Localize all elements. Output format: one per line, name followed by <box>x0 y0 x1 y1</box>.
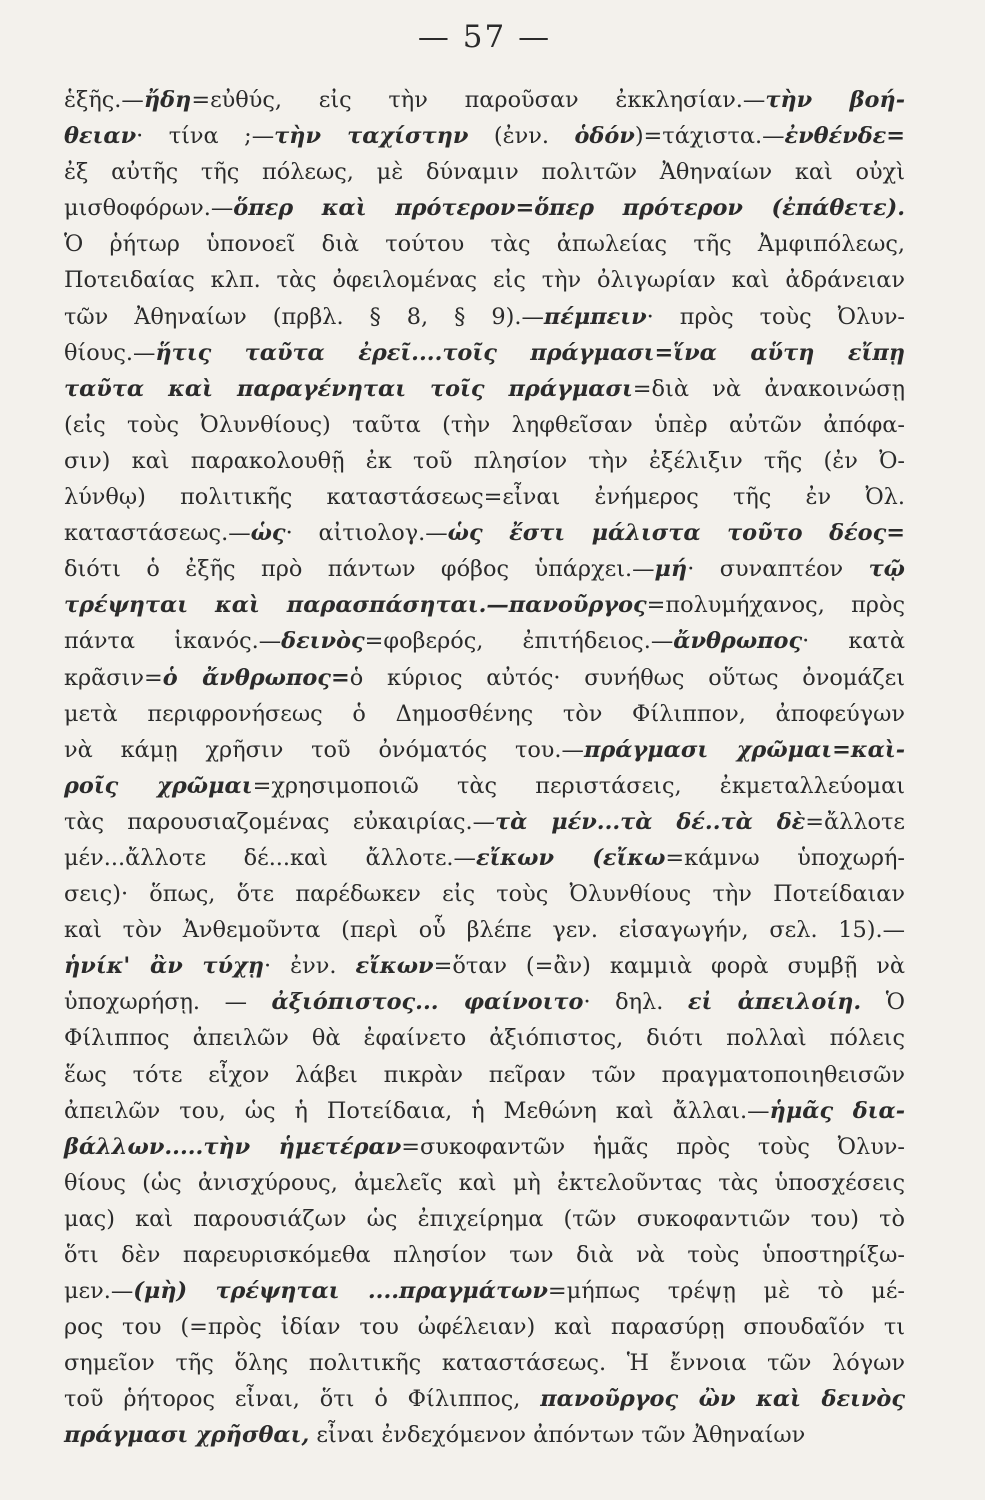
text-line <box>64 1093 905 1129</box>
gloss-text: πάντα ἱκανός.— <box>64 628 282 655</box>
gloss-text: ὅτι δὲν παρευρισκόμεθα πλησίον των διὰ νὰ τοὺς ὑποστηρίξω- <box>64 1242 905 1268</box>
lemma-text: τὰ μέν...τὰ δέ..τὰ δὲ <box>495 808 806 835</box>
lemma-text: πέμπειν <box>543 303 647 330</box>
gloss-text: Ὁ ῥήτωρ ὑπονοεῖ διὰ τούτου τὰς ἀπωλείας τῆς Ἀμφιπόλεως, <box>64 231 905 258</box>
lemma-text: εἰ ἀπειλοίη. <box>687 989 862 1016</box>
gloss-text: (ἐνν. <box>468 123 575 150</box>
lemma-text: τῷ <box>868 556 905 583</box>
text-line <box>64 407 905 443</box>
lemma-text: ὅπερ καὶ πρότερον=ὅπερ πρότερον (ἐπάθετε). <box>233 195 905 222</box>
gloss-text: θίους.— <box>64 339 156 366</box>
gloss-text: =διὰ νὰ ἀνακοινώσῃ <box>632 375 905 402</box>
lemma-text: πράγμασι χρῆσθαι, <box>64 1422 310 1449</box>
gloss-text: · τίνα ;— <box>136 123 275 150</box>
gloss-text: =ἄλλοτε <box>805 808 905 835</box>
text-line <box>64 804 905 840</box>
commentary-text <box>64 82 905 1454</box>
lemma-text: πανοῦργος ὢν καὶ δεινὸς <box>540 1386 905 1413</box>
text-line <box>64 154 905 190</box>
gloss-text: · ἐνν. <box>264 953 356 980</box>
gloss-text: =πολυμήχανος, πρὸς <box>646 592 905 619</box>
text-line <box>64 1417 905 1453</box>
lemma-text: ὡς <box>250 520 286 547</box>
lemma-text: ἡνίκ' ἂν τύχῃ <box>64 953 265 980</box>
text-line <box>64 1201 905 1237</box>
gloss-text: · συναπτέον <box>687 556 869 583</box>
page-number: — 57 — <box>417 19 552 55</box>
text-line <box>64 732 905 768</box>
text-line <box>64 696 905 732</box>
text-line <box>64 1309 905 1345</box>
gloss-text: μισθοφόρων.— <box>64 195 234 222</box>
gloss-text: νὰ κάμῃ χρῆσιν τοῦ ὀνόματός του.— <box>64 736 584 763</box>
text-line <box>64 335 905 371</box>
lemma-text: τὴν βοή- <box>765 87 905 113</box>
gloss-text: =μήπως τρέψῃ μὲ τὸ μέ- <box>547 1278 905 1305</box>
lemma-text: ἀξιόπιστος... φαίνοιτο <box>271 989 584 1016</box>
lemma-text: (μὴ) τρέψηται ....πραγμάτων <box>133 1278 548 1305</box>
lemma-text: ὁδόν <box>574 123 635 150</box>
text-line <box>64 840 905 876</box>
text-line <box>64 876 905 912</box>
text-line <box>64 118 905 154</box>
gloss-text: Ὁ <box>861 989 905 1016</box>
lemma-text: ἐνθένδε= <box>784 123 906 150</box>
text-line <box>64 1129 905 1165</box>
text-line <box>64 551 905 587</box>
gloss-text: ἐξ αὐτῆς τῆς πόλεως, μὲ δύναμιν πολιτῶν Ἀθηναίων καὶ οὐχὶ <box>64 159 905 186</box>
gloss-text: · κατὰ <box>802 628 905 655</box>
text-line <box>64 299 905 335</box>
lemma-text: θειαν <box>64 123 137 150</box>
gloss-text: =χρησιμοποιῶ τὰς περιστάσεις, ἐκμεταλλεύομαι <box>252 772 905 799</box>
gloss-text: λύνθῳ) πολιτικῆς καταστάσεως=εἶναι ἐνήμερος τῆς ἐν Ὀλ. <box>64 484 905 511</box>
gloss-text: μας) καὶ παρουσιάζων ὡς ἐπιχείρημα (τῶν συκοφαντιῶν του) τὸ <box>64 1205 905 1232</box>
lemma-text: βάλλων.....τὴν ἡμετέραν <box>64 1133 402 1160</box>
text-line <box>64 226 905 262</box>
gloss-text: (εἰς τοὺς Ὀλυνθίους) ταῦτα (τὴν ληφθεῖσαν ὑπὲρ αὐτῶν ἀπόφα- <box>64 411 905 438</box>
text-line <box>64 262 905 298</box>
text-line <box>64 1381 905 1417</box>
text-line <box>64 1237 905 1273</box>
lemma-text: πράγμασι χρῶμαι=καὶ- <box>583 736 905 763</box>
gloss-text: ἀπειλῶν του, ὡς ἡ Ποτείδαια, ἡ Μεθώνη καὶ ἄλλαι.— <box>64 1097 770 1124</box>
lemma-text: ροῖς χρῶμαι <box>64 772 253 799</box>
gloss-text: · πρὸς τοὺς Ὀλυν- <box>646 303 905 330</box>
gloss-text: · αἰτιολογ.— <box>285 520 448 547</box>
lemma-text: ἡμᾶς δια- <box>769 1097 905 1124</box>
gloss-text: Ποτειδαίας κλπ. τὰς ὀφειλομένας εἰς τὴν ὀλιγωρίαν καὶ ἀδράνειαν <box>64 267 905 294</box>
gloss-text: =εὐθύς, εἰς τὴν παροῦσαν ἐκκλησίαν.— <box>191 87 766 113</box>
gloss-text: ρος του (=πρὸς ἰδίαν του ὠφέλειαν) καὶ παρασύρῃ σπουδαῖόν τι <box>64 1314 905 1341</box>
lemma-text: τρέψηται καὶ παρασπάσηται.—πανοῦργος <box>64 592 647 619</box>
text-line <box>64 768 905 804</box>
text-line <box>64 587 905 623</box>
text-line <box>64 1165 905 1201</box>
text-line <box>64 948 905 984</box>
gloss-text: τὰς παρουσιαζομένας εὐκαιρίας.— <box>64 808 496 835</box>
text-line <box>64 443 905 479</box>
gloss-text: μεν.— <box>64 1278 134 1305</box>
gloss-text: καὶ τὸν Ἀνθεμοῦντα (περὶ οὗ βλέπε γεν. εἰσαγωγήν, σελ. 15).— <box>64 917 905 944</box>
gloss-text: Φίλιππος ἀπειλῶν θὰ ἐφαίνετο ἀξιόπιστος, διότι πολλαὶ πόλεις <box>64 1025 905 1052</box>
lemma-text: ὡς ἔστι μάλιστα τοῦτο δέος= <box>447 520 905 547</box>
gloss-text: σεις)· ὅπως, ὅτε παρέδωκεν εἰς τοὺς Ὀλυνθίους τὴν Ποτείδαιαν <box>64 881 905 908</box>
gloss-text: =ὅταν (=ἂν) καμμιὰ φορὰ συμβῇ νὰ <box>433 953 905 980</box>
text-line <box>64 984 905 1020</box>
gloss-text: ἑξῆς.— <box>64 87 144 113</box>
gloss-text: θίους (ὡς ἀνισχύρους, ἀμελεῖς καὶ μὴ ἐκτελοῦντας τὰς ὑποσχέσεις <box>64 1169 905 1196</box>
gloss-text: κρᾶσιν= <box>64 664 163 691</box>
lemma-text: εἴκων <box>355 953 434 980</box>
lemma-text: δεινὸς <box>281 628 365 655</box>
lemma-text: ὁ ἄνθρωπος= <box>162 664 350 691</box>
gloss-text: τῶν Ἀθηναίων (πρβλ. § 8, § 9).— <box>64 303 544 330</box>
lemma-text: τὴν ταχίστην <box>274 123 469 150</box>
gloss-text: εἶναι ἐνδεχόμενον ἀπόντων τῶν Ἀθηναίων <box>309 1422 806 1449</box>
text-line <box>64 190 905 226</box>
text-line <box>64 1020 905 1056</box>
gloss-text: =φοβερός, ἐπιτήδειος.— <box>364 628 674 655</box>
lemma-text: ἥτις ταῦτα ἐρεῖ....τοῖς πράγμασι=ἵνα αὕτη εἴπῃ <box>155 339 905 366</box>
gloss-text: =συκοφαντῶν ἡμᾶς πρὸς τοὺς Ὀλυν- <box>401 1133 905 1160</box>
gloss-text: διότι ὁ ἐξῆς πρὸ πάντων φόβος ὑπάρχει.— <box>64 556 655 583</box>
gloss-text: )=τάχιστα.— <box>634 123 785 150</box>
text-line <box>64 479 905 515</box>
gloss-text: ὁ κύριος αὐτός· συνήθως οὕτως ὀνομάζει <box>349 664 905 691</box>
lemma-text: εἴκων (εἴκω <box>475 844 666 871</box>
gloss-text: καταστάσεως.— <box>64 520 251 547</box>
gloss-text: ἕως τότε εἶχον λάβει πικρὰν πεῖραν τῶν πραγματοποιηθεισῶν <box>64 1061 905 1088</box>
text-line <box>64 1057 905 1093</box>
text-line <box>64 1273 905 1309</box>
text-line <box>64 82 905 118</box>
lemma-text: ταῦτα καὶ παραγένηται τοῖς πράγμασι <box>64 375 633 402</box>
gloss-text: σιν) καὶ παρακολουθῇ ἐκ τοῦ πλησίον τὴν ἐξέλιξιν τῆς (ἐν Ὀ- <box>64 447 905 474</box>
lemma-text: μή <box>654 556 688 583</box>
gloss-text: · δηλ. <box>583 989 688 1016</box>
gloss-text: =κάμνω ὑποχωρή- <box>665 844 905 871</box>
lemma-text: ἄνθρωπος <box>673 628 803 655</box>
text-line <box>64 660 905 696</box>
text-line <box>64 1345 905 1381</box>
gloss-text: τοῦ ῥήτορος εἶναι, ὅτι ὁ Φίλιππος, <box>64 1386 541 1413</box>
gloss-text: ὑποχωρήσῃ. — <box>64 989 272 1016</box>
lemma-text: ἤδη <box>143 87 192 113</box>
gloss-text: σημεῖον τῆς ὅλης πολιτικῆς καταστάσεως. Ἡ ἔννοια τῶν λόγων <box>64 1350 905 1377</box>
gloss-text: μέν...ἄλλοτε δέ...καὶ ἄλλοτε.— <box>64 844 476 871</box>
text-line <box>64 623 905 659</box>
text-line <box>64 912 905 948</box>
gloss-text: μετὰ περιφρονήσεως ὁ Δημοσθένης τὸν Φίλιππον, ἀποφεύγων <box>64 700 905 727</box>
text-line <box>64 515 905 551</box>
text-line <box>64 371 905 407</box>
